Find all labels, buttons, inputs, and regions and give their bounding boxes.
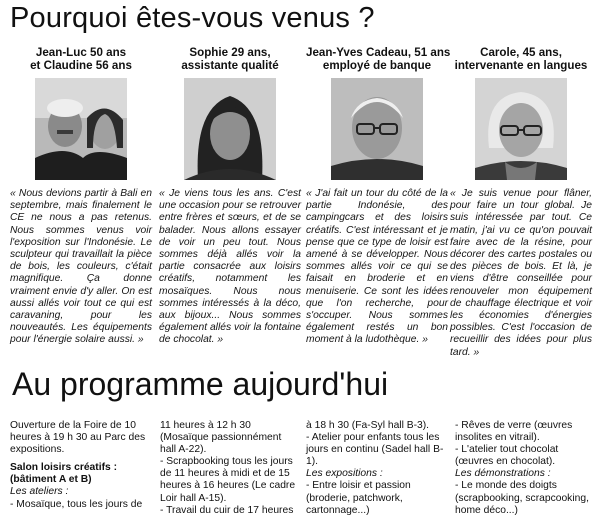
program-item: - Le monde des doigts (scrapbooking, scrapcooking, home déco...) xyxy=(455,480,589,516)
portrait-photo-sophie xyxy=(184,78,276,180)
portrait-photo-couple xyxy=(35,78,127,180)
interview-quote: « Nous devions partir à Bali en septembre, mais finalement le CE ne nous a pas retenus. Nous sommes venus voir l'exposition sur l'Indonésie. Le sculpteur qui travaillait la pièce de bois, les couleurs, c'était magnifique. Ça donne vraiment envie d'y aller. On est aussi allés voir tout ce qui est caravaning, pour les nouveautés. Les équipements pour l'énergie solaire aussi. » xyxy=(10,188,152,346)
interview-quote: « J'ai fait un tour du côté de la partie Indonésie, des campingcars et des loisirs créatifs. C'est intéressant et je pense que ce type de loisir est amené à se développer. Nous sommes allés voir ce qui se faisait en broderie et en menuiserie. Ce sont les idées que l'on recherche, pour s'occuper. Nous sommes également restés un bon moment à la ludothèque. » xyxy=(306,188,448,346)
program-item: - L'atelier tout chocolat (œuvres en chocolat). xyxy=(455,444,559,468)
interview-jean-yves xyxy=(306,46,451,347)
headline-program: Au programme aujourd'hui xyxy=(12,366,389,402)
program-subheading: Les expositions : xyxy=(306,468,383,480)
program-section-title: Salon loisirs créatifs : (bâtiment A et B) xyxy=(10,462,118,486)
program-item: - Scrapbooking tous les jours de 11 heures à midi et de 15 heures à 16 heures (Le cadre Loir hall A-15). xyxy=(160,456,296,504)
program-item: à 18 h 30 (Fa-Syl hall B-3). xyxy=(306,420,430,431)
program-column-4 xyxy=(455,420,593,517)
program-item: - Atelier pour enfants tous les jours en continu (Sadel hall B-1). xyxy=(306,432,444,468)
interview-quote: « Je suis venue pour flâner, pour faire un tour global. Je suis intéressée par tout. Ce matin, j'ai vu ce qu'on pouvait faire avec de la résine, pour décorer des cartes postales ou des pièces de bois. Et là, je viens d'être conseillée pour renouveler mon équipement de chauffage électrique et voir les économies d'énergies possibles. C'est l'occasion de recueillir des idées pour plus tard. » xyxy=(450,188,592,358)
program-item: - Mosaïque, tous les jours de xyxy=(10,498,143,510)
interviewee-name: Sophie 29 ans, assistante qualité xyxy=(181,46,279,72)
program-column-2 xyxy=(160,420,296,517)
program-subheading: Les ateliers : xyxy=(10,486,69,498)
program-column-1 xyxy=(10,420,150,511)
interviewee-name: Jean-Yves Cadeau, 51 ans employé de banque xyxy=(306,46,451,72)
interviewee-name: Jean-Luc 50 ans et Claudine 56 ans xyxy=(30,46,132,72)
interview-jean-luc-claudine xyxy=(10,46,152,347)
interview-carole xyxy=(450,46,592,359)
program-intro: Ouverture de la Foire de 10 heures à 19 h 30 au Parc des expositions. xyxy=(10,420,146,456)
program-subheading: Les démonstrations : xyxy=(455,468,551,480)
portrait-photo-carole xyxy=(475,78,567,180)
program-item: - Entre loisir et passion (broderie, patchwork, cartonnage...) xyxy=(306,480,411,516)
program-item: - Rêves de verre (œuvres insolites en vitrail). xyxy=(455,420,573,444)
portrait-photo-jean-yves xyxy=(331,78,423,180)
program-column-3 xyxy=(306,420,444,517)
program-item: 11 heures à 12 h 30 (Mosaïque passionnément hall A-22). xyxy=(160,420,282,456)
program-item: - Travail du cuir de 17 heures xyxy=(160,504,294,516)
interviewee-name: Carole, 45 ans, intervenante en langues xyxy=(454,46,588,72)
headline-question: Pourquoi êtes-vous venus ? xyxy=(10,2,375,34)
interview-quote: « Je viens tous les ans. C'est une occasion pour se retrouver entre frères et sœurs, et de se balader. Nous allons essayer de voir un peu tout. Nous sommes déjà allés voir la partie consacrée aux loisirs créatifs, notamment les mosaïques. Nous nous sommes intéressés à la déco, aux bijoux... Nous sommes également allés voir la fontaine de chocolat. » xyxy=(159,188,301,346)
interview-sophie xyxy=(159,46,301,347)
